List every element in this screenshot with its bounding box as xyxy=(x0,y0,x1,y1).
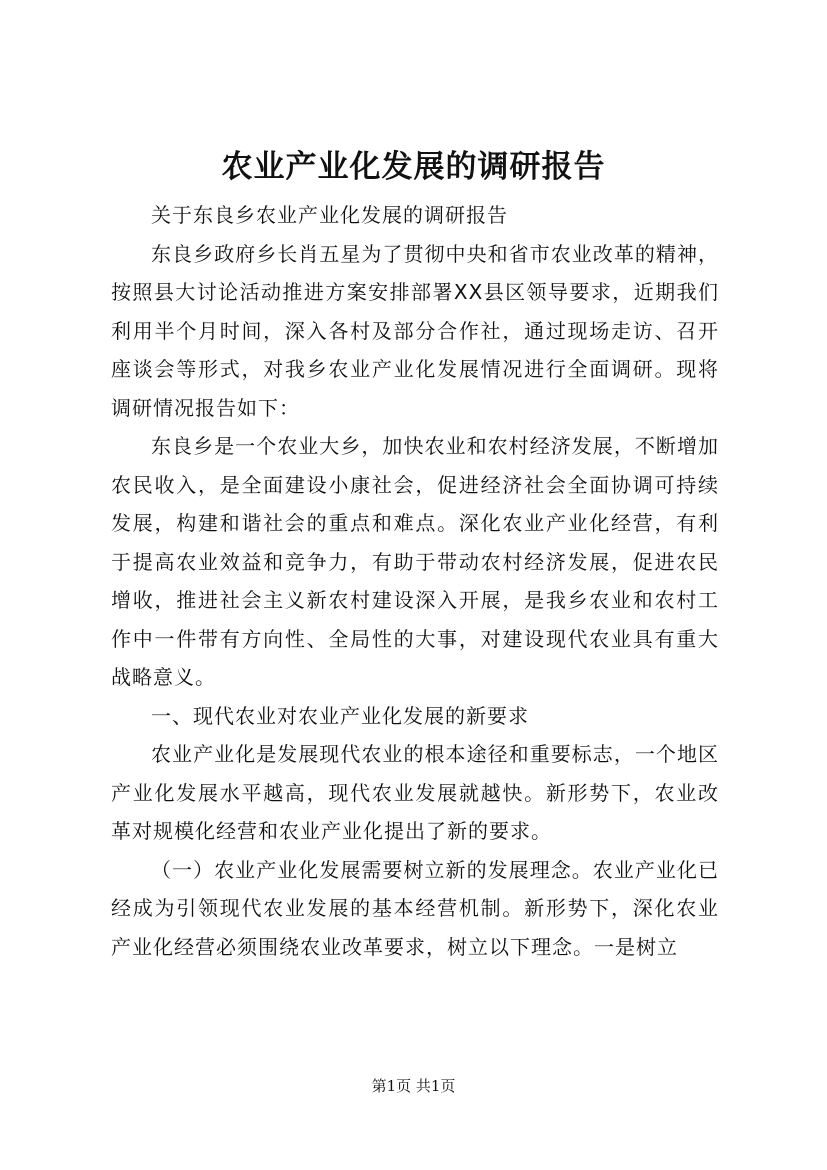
document-title: 农业产业化发展的调研报告 xyxy=(221,149,606,185)
section-heading: 一、现代农业对农业产业化发展的新要求 xyxy=(151,703,529,728)
document-body xyxy=(111,196,719,966)
intro-paragraph: 东良乡政府乡长肖五星为了贯彻中央和省市农业改革的精神，按照县大讨论活动推进方案安排部署XX县区领导要求，近期我们利用半个月时间，深入各村及部分合作社，通过现场走访、召开座谈会等形式，对我乡农业产业化发展情况进行全面调研。现将调研情况报告如下： xyxy=(111,241,719,420)
subsection-paragraph: （一）农业产业化发展需要树立新的发展理念。农业产业化已经成为引领现代农业发展的基本经营机制。新形势下，深化农业产业化经营必须围绕农业改革要求，树立以下理念。一是树立 xyxy=(111,857,719,959)
page-footer: 第1页 共1页 xyxy=(371,1077,456,1095)
section-paragraph: 农业产业化是发展现代农业的根本途径和重要标志，一个地区产业化发展水平越高，现代农业发展就越快。新形势下，农业改革对规模化经营和农业产业化提出了新的要求。 xyxy=(111,742,719,843)
subtitle-paragraph: 关于东良乡农业产业化发展的调研报告 xyxy=(151,203,508,227)
background-paragraph: 东良乡是一个农业大乡，加快农业和农村经济发展，不断增加农民收入，是全面建设小康社会，促进经济社会全面协调可持续发展，构建和谐社会的重点和难点。深化农业产业化经营，有利于提高农业效益和竞争力，有助于带动农村经济发展，促进农民增收，推进社会主义新农村建设深入开展，是我乡农业和农村工作中一件带有方向性、全局性的大事，对建设现代农业具有重大战略意义。 xyxy=(111,434,719,689)
